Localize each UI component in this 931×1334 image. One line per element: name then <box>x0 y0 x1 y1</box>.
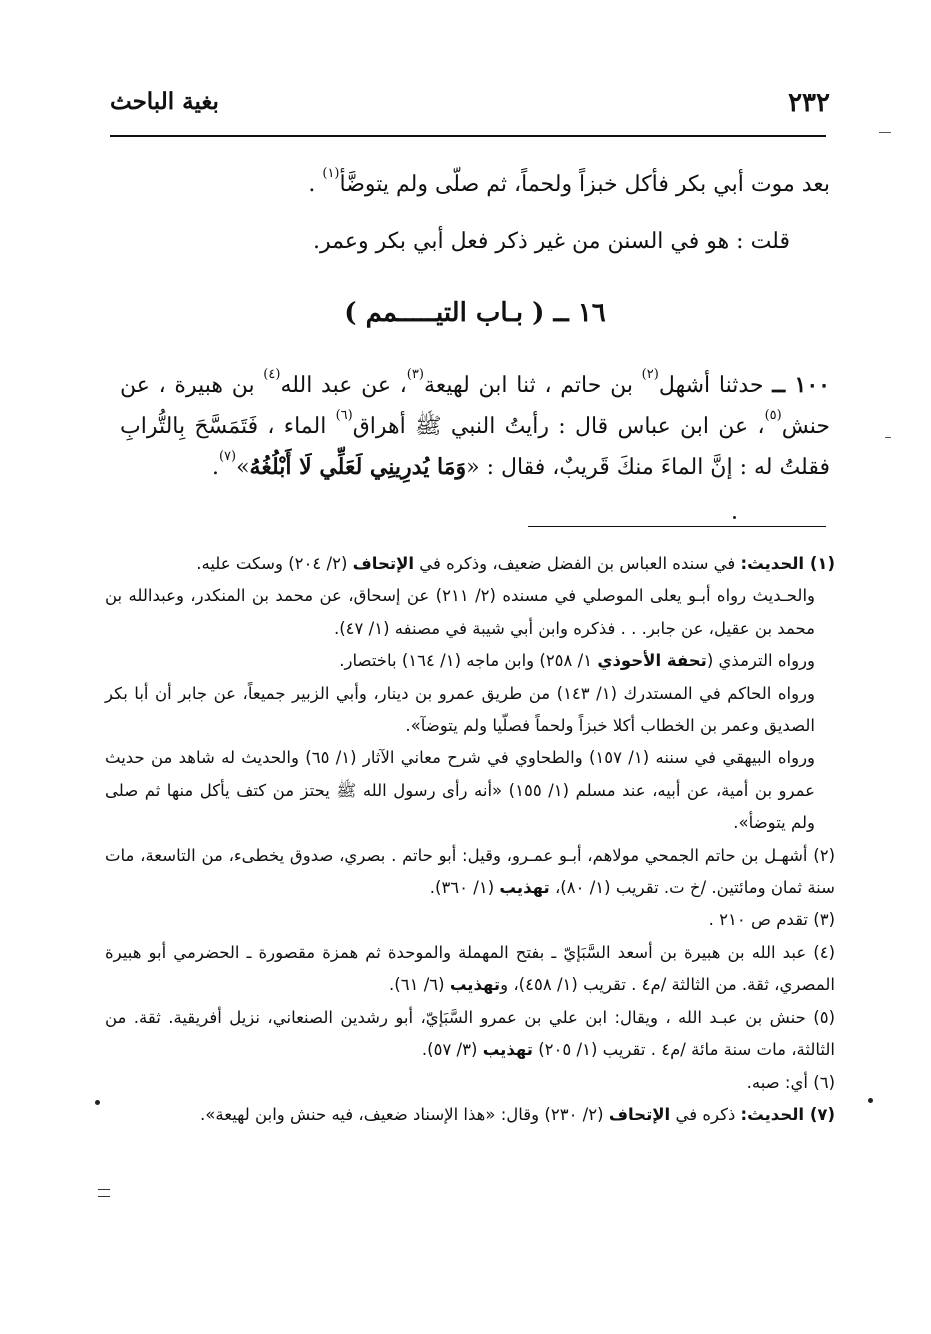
footnote-2 <box>105 840 835 905</box>
margin-dot <box>868 1098 873 1103</box>
footnote-text: ذكره في <box>670 1104 741 1124</box>
body-text: بعد موت أبي بكر فأكل خبزاً ولحماً، ثم صلّى ولم يتوضَّأ <box>339 172 830 197</box>
footnote-label: (٧) الحديث: <box>740 1104 835 1124</box>
running-head <box>110 88 830 128</box>
footnote-ref-3: (٣) <box>406 366 424 382</box>
footnote-text: (٣/ ٥٧). <box>421 1040 483 1060</box>
footnote-text: (٢) أشهـل بن حاتم الجمحي مولاهم، أبـو عمـرو، وقيل: أبو حاتم . بصري، صدوق يخطىء، من التاسعة، مات سنة ثمان ومائتين. /خ ت. تقريب (١/ ٨٠)، <box>105 845 835 898</box>
footnote-text: (٦) أي: صبه. <box>746 1072 835 1092</box>
margin-dot <box>95 1100 100 1105</box>
hadith-number: ١٠٠ ــ <box>772 372 830 398</box>
footnote-text: ورواه البيهقي في سننه (١/ ١٥٧) والطحاوي في شرح معاني الآثار (١/ ٦٥) والحديث له شاهد من حديث عمرو بن أمية، عن أبيه، عند مسلم (١/ ١٥٥) «أنه رأى رسول الله ﷺ يحتز من كتف يأكل منها ثم صلى ولم يتوضأ». <box>105 748 816 833</box>
book-title: بغية الباحث <box>110 88 219 115</box>
footnote-6 <box>105 1067 835 1099</box>
body-paragraph-1 <box>120 165 830 205</box>
footnote-4 <box>105 937 835 1002</box>
footnote-text: والحـديث رواه أبـو يعلى الموصلي في مسنده (٢/ ٢١١) عن إسحاق، عن محمد بن المنكدر، وعبدالله بن محمد بن عقيل، عن جابر. . . فذكره وابن أبي شيبة في مصنفه (١/ ٤٧). <box>105 586 815 638</box>
footnote-text: (٦/ ٦١). <box>389 975 450 995</box>
hadith-text: بن هبيرة ، عن حنش <box>120 373 830 439</box>
footnote-separator <box>528 526 826 527</box>
footnote-text: ١/ ٢٥٨) وابن ماجه (١/ ١٦٤) باختصار. <box>339 651 598 671</box>
body-text: قلت : هو في السنن من غير ذكر فعل أبي بكر وعمر. <box>313 229 790 254</box>
footnote-1-para-4 <box>105 678 835 743</box>
footnote-1-para-2 <box>105 580 835 645</box>
footnote-ref-2: (٢) <box>641 366 659 382</box>
margin-tick <box>885 437 891 438</box>
margin-tick <box>879 132 891 133</box>
footnote-bold: تحفة الأحوذي <box>597 651 707 671</box>
footnote-text: (٥) حنش بن عبـد الله ، ويقال: ابن علي بن عمرو السَّبَإيّ، أبو رشدين الصنعاني، نزيل أفريقية. ثقة. من الثالثة، مات سنة مائة /م٤ . تقريب (١/ ٢٠٥) <box>105 1007 835 1060</box>
footnote-ref-5: (٥) <box>764 407 782 423</box>
footnote-text: ورواه الحاكم في المستدرك (١/ ١٤٣) من طريق عمرو بن دينار، وأبي الزبير جميعاً، عن جابر أن أبا بكر الصديق وعمر بن الخطاب أكلا خبزاً ولحماً فصلّيا ولم يتوضآ». <box>105 683 815 736</box>
footnote-text: (٢/ ٢٣٠) وقال: «هذا الإسناد ضعيف، فيه حنش وابن لهيعة». <box>200 1104 609 1124</box>
footnote-bold: تهذيب <box>449 975 501 995</box>
footnote-ref-1: (١) <box>322 165 340 181</box>
footnote-text: (١/ ٣٦٠). <box>429 878 500 898</box>
quran-quote: وَمَا يُدرِينِي لَعَلِّي لَا أَبْلُغُهُ <box>249 454 467 480</box>
margin-dot <box>733 516 736 519</box>
footnote-text: ورواه الترمذي ( <box>706 651 815 671</box>
footnotes <box>105 548 835 1131</box>
footnote-ref-7: (٧) <box>218 448 237 464</box>
chapter-title: ١٦ ــ ( بـاب التيـــــمم ) <box>344 298 606 328</box>
footnote-7 <box>105 1099 835 1131</box>
header-rule <box>110 135 826 137</box>
body-text-end: . <box>308 172 323 197</box>
footnote-text: في سنده العباس بن الفضل ضعيف، وذكره في <box>414 554 741 573</box>
footnote-ref-6: (٦) <box>335 407 353 423</box>
footnote-text: (٢/ ٢٠٤) وسكت عليه. <box>196 554 353 573</box>
footnote-1-para-5 <box>105 742 835 839</box>
footnote-3 <box>105 904 835 936</box>
footnote-ref-4: (٤) <box>263 366 281 382</box>
footnote-bold: الإتحاف <box>352 554 415 573</box>
hadith-text: الماء ، فَتَمَسَّحَ بِالتُّرابِ فقلتُ له : إنَّ الماءَ منكَ قَريبٌ، فقال : « <box>120 414 830 480</box>
hadith-text: ، عن عبد الله <box>280 373 407 398</box>
hadith-text: ، عن ابن عباس قال : رأيتُ النبي ﷺ أهراق <box>352 414 765 439</box>
footnote-text: (٤) عبد الله بن هبيرة بن أسعد السَّبَإيّ ـ بفتح المهملة والموحدة ثم همزة مقصورة ـ الحضرمي أبو هبيرة المصري، ثقة. من الثالثة /م٤ . تقريب (١/ ٤٥٨)، و <box>105 942 835 995</box>
footnote-bold: الإتحاف <box>608 1104 671 1124</box>
hadith-text: . <box>211 455 219 480</box>
footnote-5 <box>105 1002 835 1067</box>
page-number: ٢٣٢ <box>788 88 830 118</box>
hadith-text: حدثنا أشهل <box>658 373 773 398</box>
hadith-text: بن حاتم ، ثنا ابن لهيعة <box>423 373 642 398</box>
footnote-bold: تهذيب <box>499 878 550 898</box>
hadith-paragraph <box>120 365 830 488</box>
footnote-label: (١) الحديث: <box>740 554 835 573</box>
footnote-1 <box>105 548 835 580</box>
body-paragraph-2 <box>120 222 830 262</box>
footnote-1-para-3 <box>105 645 835 677</box>
footnote-text: (٣) تقدم ص ٢١٠ . <box>708 910 835 930</box>
footnote-bold: تهذيب <box>482 1040 533 1060</box>
margin-mark <box>98 1189 110 1197</box>
hadith-text: » <box>236 455 250 480</box>
